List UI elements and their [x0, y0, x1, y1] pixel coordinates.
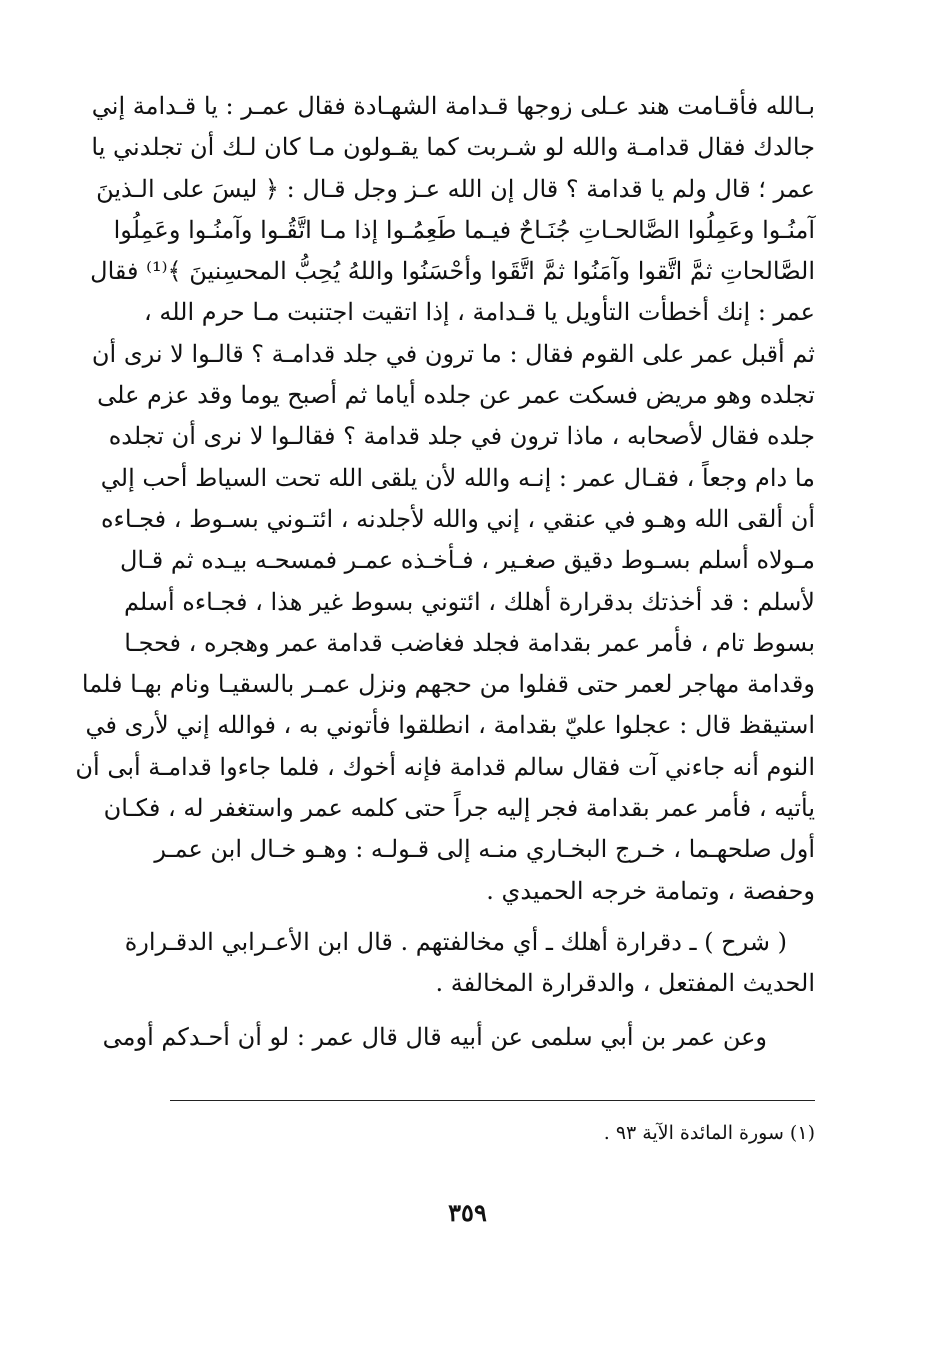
- text-line: الصَّالحاتِ ثمَّ اتَّقوا وآمَنُوا ثمَّ اتَّقَوا وأحْسَنُوا واللهُ يُحِبُّ المحسِنينَ ﴾⁽¹⁾ فقال: [90, 257, 815, 286]
- text-line: وقدامة مهاجر لعمر حتى قفلوا من حجهم ونزل عمـر بالسقيـا ونام بهـا فلما: [81, 670, 815, 699]
- text-line: ثم أقبل عمر على القوم فقال : ما ترون في جلد قدامـة ؟ قالـوا لا نرى أن: [91, 339, 815, 368]
- paragraph-2: [124, 922, 815, 1005]
- text-line: أول صلحهـما ، خـرج البخـاري منـه إلى قـولـه : وهـو خـال ابن عمـر: [154, 835, 815, 864]
- text-line: النوم أنه جاءني آت فقال سالم قدامة فإنه أخوك ، فلما جاءوا قدامـة أبى أن: [75, 752, 815, 781]
- text-line: عمر ؛ قال ولم يا قدامة ؟ قال إن الله عـز وجل قـال : ﴿ ليسَ على الـذينَ: [96, 174, 815, 203]
- text-line: بسوط تام ، فأمر عمر بقدامة فجلد فغاضب قدامة عمر وهجره ، فحجـا: [124, 628, 815, 657]
- text-line: وحفصة ، وتمامة خرجه الحميدي .: [486, 876, 815, 905]
- text-line: استيقظ قال : عجلوا عليّ بقدامة ، انطلقوا فأتوني به ، فوالله إني لأرى في: [85, 711, 815, 740]
- page-number: ٣٥٩: [448, 1198, 487, 1227]
- main-text: [75, 86, 815, 1058]
- text-line: وعن عمر بن أبي سلمى عن أبيه قال قال عمر : لو أن أحـدكم أومى: [102, 1022, 767, 1051]
- footnote: (١) سورة المائدة الآية ٩٣ .: [603, 1122, 815, 1144]
- paragraph-1: [75, 86, 815, 912]
- text-line: جالدك فقال قدامـة والله لو شـربت كما يقـولون مـا كان لـك أن تجلدني يا: [91, 133, 815, 162]
- text-line: ما دام وجعاً ، فقـال عمر : إنـه والله لأن يلقى الله تحت السياط أحب إلي: [100, 463, 815, 492]
- text-line: لأسلم : قد أخذتك بدقرارة أهلك ، ائتوني بسوط غير هذا ، فجـاءه أسلم: [123, 587, 815, 616]
- footnote-divider: [170, 1100, 815, 1101]
- text-line: أن ألقى الله وهـو في عنقي ، إني والله لأجلدنه ، ائتـوني بسـوط ، فجـاءه: [100, 504, 815, 533]
- text-line: الحديث المفتعل ، والدقرارة المخالفة .: [435, 969, 815, 998]
- text-line: آمنُـوا وعَمِلُوا الصَّالحـاتِ جُنَـاحٌ فيـما طَعِمُـوا إذا مـا اتَّقُـوا وآمنُـوا وعَمِلُوا: [113, 215, 815, 244]
- text-line: بـالله فأقـامت هند عـلى زوجها قـدامة الشهـادة فقال عمـر : يا قـدامة إني: [91, 92, 815, 120]
- text-line: يأتيه ، فأمر عمر بقدامة فجر إليه جراً حتى كلمه عمر واستغفر له ، فكـان: [103, 794, 815, 823]
- text-line: عمر : إنك أخطأت التأويل يا قـدامة ، إذا اتقيت اجتنبت مـا حرم الله ،: [143, 298, 815, 327]
- text-line: تجلده وهو مريض فسكت عمر عن جلده أياما ثم أصبح يوما وقد عزم على: [97, 381, 815, 410]
- paragraph-3: [102, 1017, 815, 1058]
- text-line: مـولاه أسلم بسـوط دقيق صغـير ، فـأخـذه عمـر فمسحـه بيـده ثم قـال: [119, 546, 815, 575]
- text-line: جلده فقال لأصحابه ، ماذا ترون في جلد قدامة ؟ فقالـوا لا نرى أن تجلده: [108, 422, 815, 451]
- text-line: ( شرح ) ـ دقرارة أهلك ـ أي مخالفتهم . قال ابن الأعـرابي الدقـرارة: [124, 927, 787, 956]
